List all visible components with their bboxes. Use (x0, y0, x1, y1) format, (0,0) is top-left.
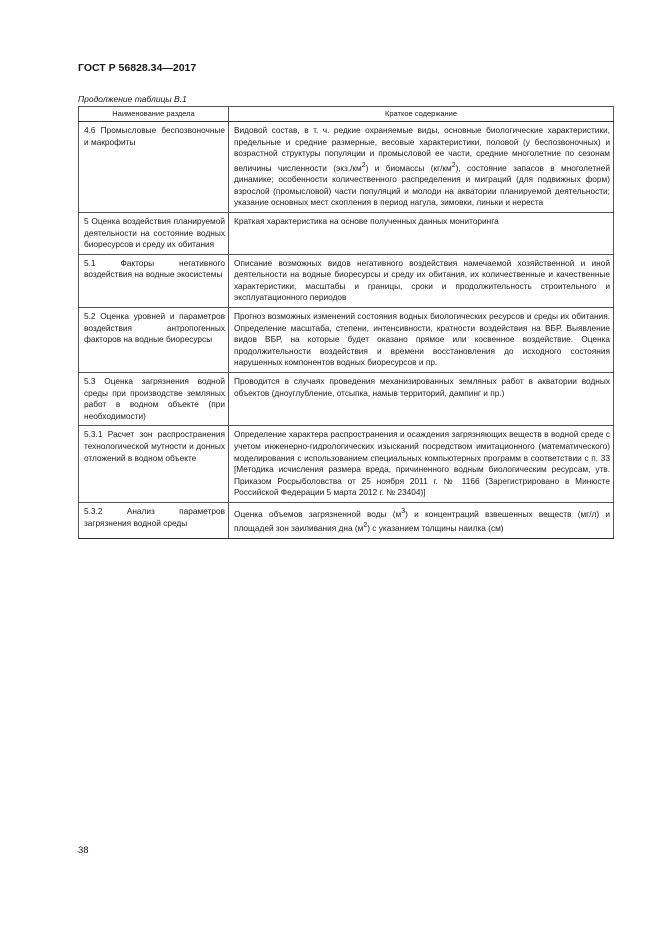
page-number: 38 (78, 845, 89, 856)
section-name-cell: 5.3 Оценка загрязнения водной среды при производстве земляных работ в водном объекте (при необходимости) (79, 373, 229, 426)
table-row (79, 308, 614, 373)
column-header-summary: Краткое содержание (229, 107, 614, 122)
summary-cell: Определение характера распространения и осаждения загрязняющих веществ в водной среде с учетом инженерно-гидрологических изысканий посредством имитационного (математического) моделирования с использованием специальных компьютерных программ в соответствии с п. 33 [Методика исчисления размера вреда, причиненного водным биологическим ресурсам, утв. Приказом Росрыболовства от 25 ноября 2011 г. № 1166 (Зарегистрировано в Минюсте Российской Федерации 5 марта 2012 г. № 23404)] (229, 426, 614, 503)
table-header-row (79, 107, 614, 122)
summary-cell: Описание возможных видов негативного воздействия намечаемой хозяйственной и иной деятельности на водные биоресурсы и среду их обитания, их количественные и качественные характеристики, масштабы и границы, сроки и продолжительность строительного и эксплуатационного периодов (229, 254, 614, 307)
table-caption: Продолжение таблицы В.1 (78, 94, 187, 104)
table-row (79, 254, 614, 307)
section-name-cell: 5.2 Оценка уровней и параметров воздействия антропогенных факторов на водные биоресурсы (79, 308, 229, 373)
summary-cell: Проводится в случаях проведения механизированных земляных работ в акватории водных объектов (дноуглубление, отсыпка, намыв территорий, дампинг и пр.) (229, 373, 614, 426)
table-row (79, 426, 614, 503)
content-table (78, 106, 614, 539)
section-name-cell: 5.3.1 Расчет зон распространения технологической мутности и донных отложений в водном объекте (79, 426, 229, 503)
section-name-cell: 5.1 Факторы негативного воздействия на водные экосистемы (79, 254, 229, 307)
section-name-cell: 5 Оценка воздействия планируемой деятельности на состояние водных биоресурсов и среду их обитания (79, 212, 229, 254)
document-code: ГОСТ Р 56828.34—2017 (78, 62, 197, 74)
table-row (79, 373, 614, 426)
section-name-cell: 4.6 Промысловые беспозвоночные и макрофиты (79, 122, 229, 213)
table-row (79, 212, 614, 254)
section-name-cell: 5.3.2 Анализ параметров загрязнения водной среды (79, 502, 229, 538)
table-row (79, 502, 614, 538)
summary-cell: Оценка объемов загрязненной воды $(м^3)$ и концентраций взвешенных веществ (мг/л) и площадей зон заиливания дна $(м^2)$ с указанием толщины наилка (см) (229, 502, 614, 538)
table-row (79, 122, 614, 213)
summary-cell: Краткая характеристика на основе полученных данных мониторинга (229, 212, 614, 254)
summary-cell: Видовой состав, в т. ч. редкие охраняемые виды, основные биологические характеристики, предельные и средние размерные, весовые характеристики, половой (у беспозвоночных) и возрастной структуры популяции и промысловой ее части, средние многолетние по сезонам величины численности $(экз./км^2)$ и биомассы $(кг/км^2)$, состояние запасов в многолетней динамике; особенности количественного распределения и миграций (для подвижных форм) взрослой (промысловой) части популяций и молоди на акватории планируемой деятельности; указание основных мест скопления в период нагула, зимовки, линьки и нереста (229, 122, 614, 213)
column-header-section-name: Наименование раздела (79, 107, 229, 122)
summary-cell: Прогноз возможных изменений состояния водных биологических ресурсов и среды их обитания. Определение масштаба, степени, интенсивности, кратности воздействия на ВБР. Выявление видов ВБР, на которые будет оказано прямое или косвенное воздействие. Оценка продолжительности воздействия и времени восстановления до исходного состояния нарушенных компонентов водных биоресурсов и пр. (229, 308, 614, 373)
